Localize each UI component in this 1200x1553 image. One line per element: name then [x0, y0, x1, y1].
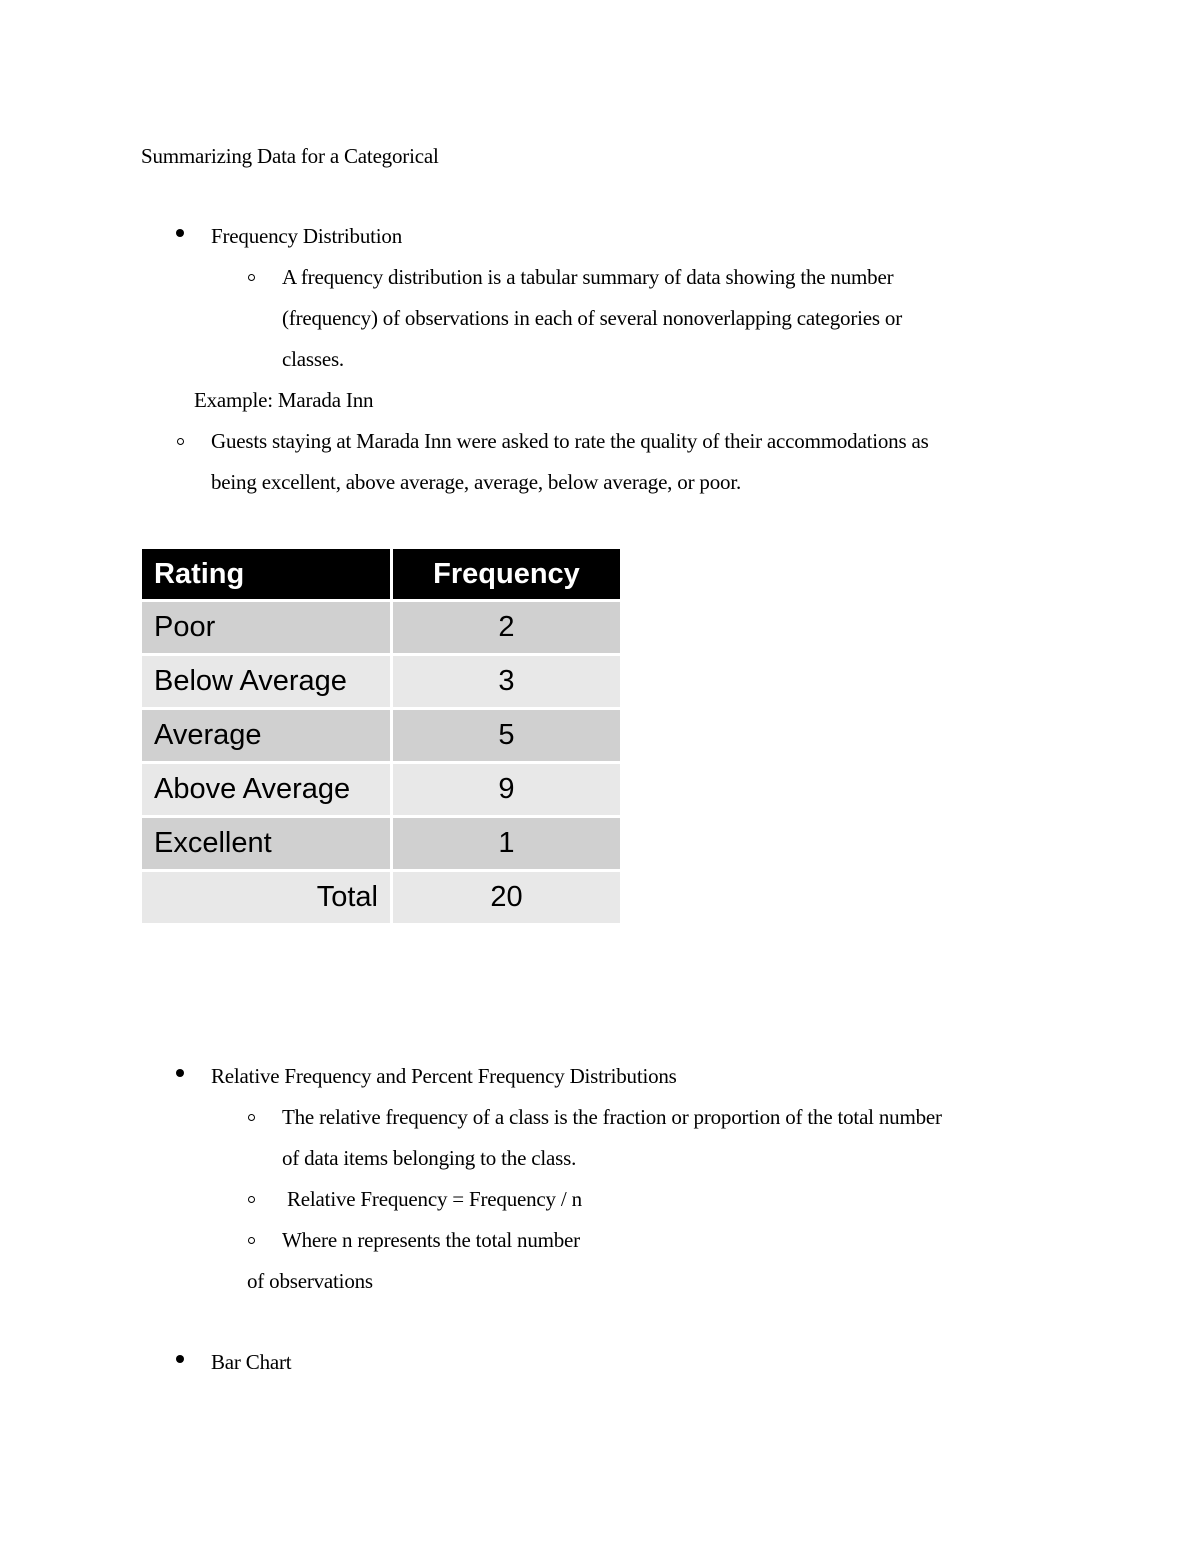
hollow-bullet-icon: [248, 274, 255, 281]
table-total-row: [142, 872, 620, 923]
frequency-cell: 5: [393, 710, 620, 761]
hollow-bullet-icon: [248, 1114, 255, 1121]
table-row: [142, 764, 620, 815]
section-heading-bar-chart: Bar Chart: [211, 1350, 292, 1374]
hollow-bullet-icon: [248, 1237, 255, 1244]
bullet-icon: [176, 1069, 184, 1077]
example-label: Example: Marada Inn: [194, 388, 374, 412]
bullet-icon: [176, 1355, 184, 1363]
bullet-icon: [176, 229, 184, 237]
section-heading-relative-frequency: Relative Frequency and Percent Frequency Distributions: [211, 1064, 677, 1088]
table-row: [142, 818, 620, 869]
definition-line: classes.: [282, 347, 344, 371]
frequency-table: [139, 546, 623, 926]
definition-line: of data items belonging to the class.: [282, 1146, 577, 1170]
rating-cell: Below Average: [142, 656, 390, 707]
table-row: [142, 602, 620, 653]
definition-line: A frequency distribution is a tabular summary of data showing the number: [282, 265, 894, 289]
table-header-row: [142, 549, 620, 599]
definition-line: The relative frequency of a class is the fraction or proportion of the total number: [282, 1105, 942, 1129]
hollow-bullet-icon: [177, 438, 184, 445]
table-row: [142, 710, 620, 761]
example-description-line: Guests staying at Marada Inn were asked to rate the quality of their accommodations as: [211, 429, 929, 453]
rating-cell: Average: [142, 710, 390, 761]
frequency-cell: 1: [393, 818, 620, 869]
rating-cell: Poor: [142, 602, 390, 653]
total-label: Total: [142, 872, 390, 923]
column-header-frequency: Frequency: [393, 549, 620, 599]
formula-text: Relative Frequency = Frequency / n: [287, 1187, 582, 1211]
hollow-bullet-icon: [248, 1196, 255, 1203]
total-value: 20: [393, 872, 620, 923]
frequency-cell: 2: [393, 602, 620, 653]
column-header-rating: Rating: [142, 549, 390, 599]
rating-cell: Excellent: [142, 818, 390, 869]
section-heading-frequency-distribution: Frequency Distribution: [211, 224, 402, 248]
table-row: [142, 656, 620, 707]
document-title: Summarizing Data for a Categorical: [141, 144, 439, 168]
example-description-line: being excellent, above average, average, below average, or poor.: [211, 470, 742, 494]
rating-cell: Above Average: [142, 764, 390, 815]
where-text-continued: of observations: [247, 1269, 373, 1293]
frequency-cell: 9: [393, 764, 620, 815]
definition-line: (frequency) of observations in each of several nonoverlapping categories or: [282, 306, 902, 330]
frequency-cell: 3: [393, 656, 620, 707]
where-text: Where n represents the total number: [282, 1228, 580, 1252]
